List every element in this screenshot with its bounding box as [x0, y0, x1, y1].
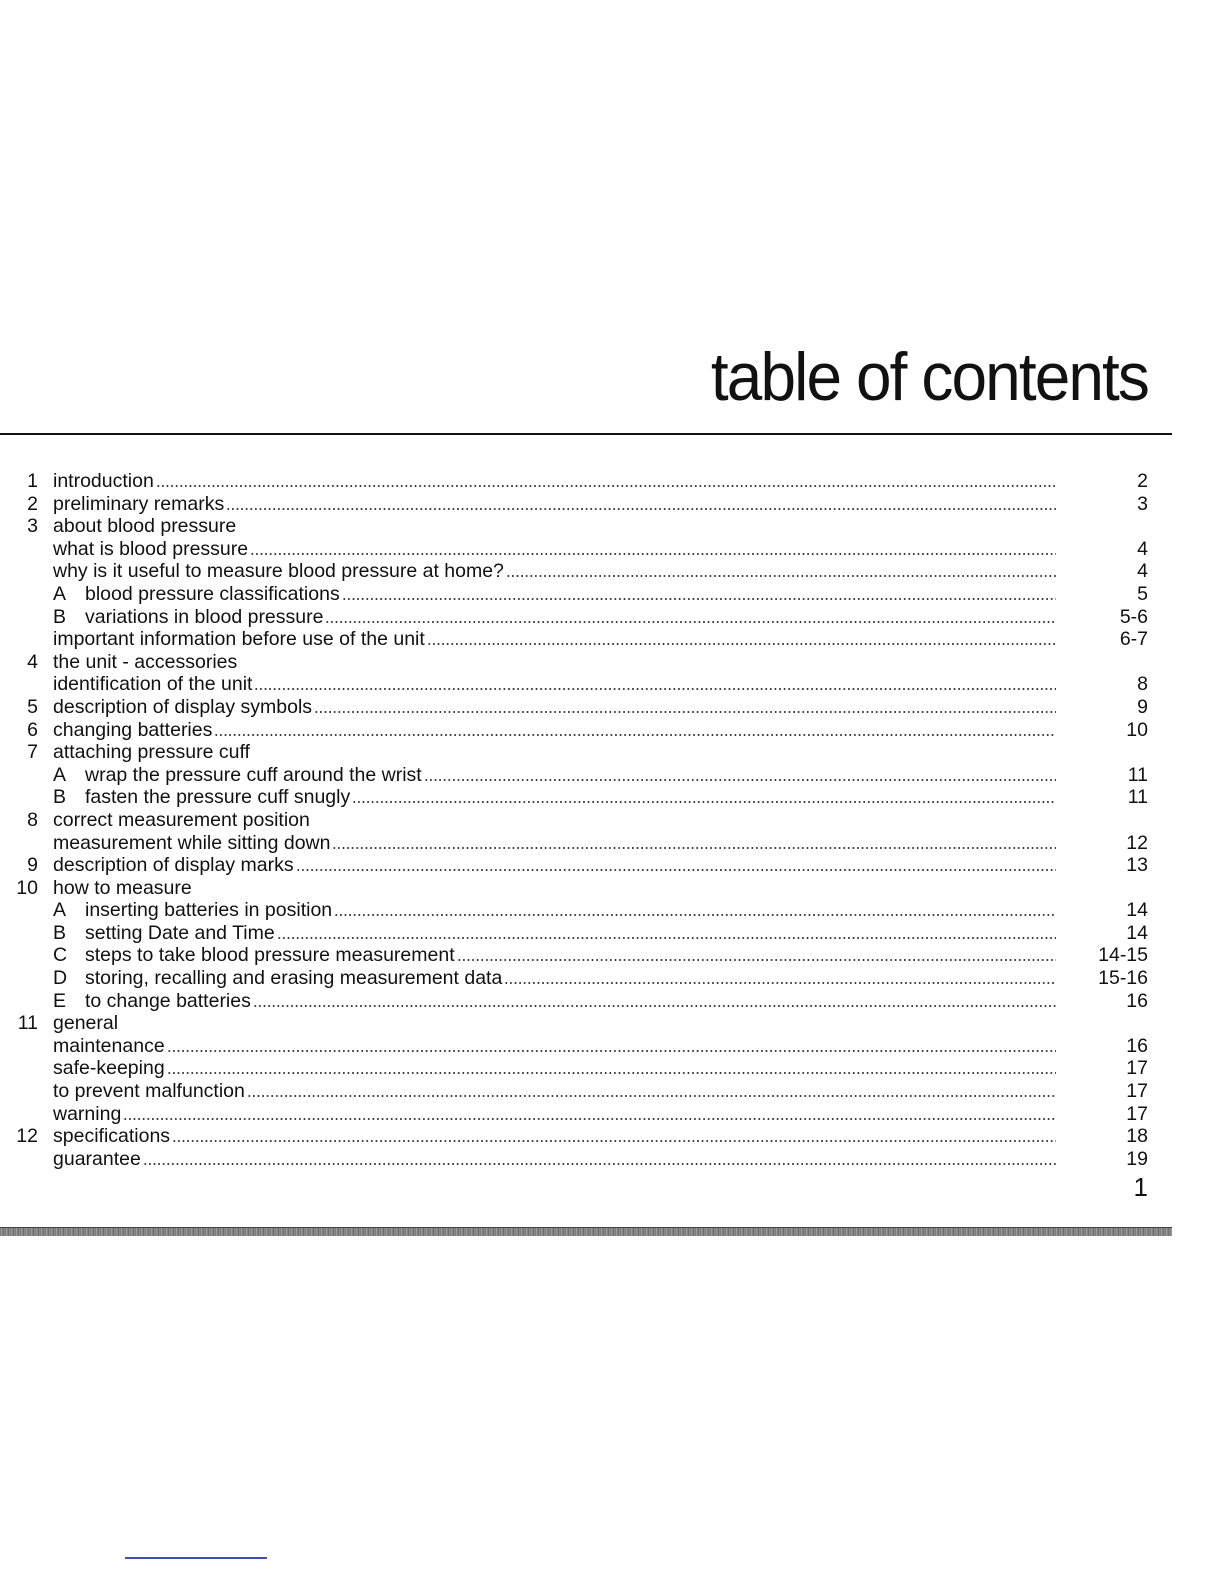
toc-entry-label: attaching pressure cuff [53, 741, 250, 764]
toc-entry-label: warning [53, 1102, 122, 1125]
toc-entry-page: 17 [1126, 1102, 1148, 1125]
toc-entry-number: 2 [27, 492, 38, 515]
toc-entry-number: 9 [27, 854, 38, 877]
toc-entry-number: 3 [27, 515, 38, 538]
bottom-rule [0, 1228, 1172, 1236]
toc-entry-label: preliminary remarks [53, 492, 225, 515]
dot-leader [332, 846, 1056, 850]
dot-leader [247, 1094, 1056, 1098]
toc-entry[interactable] [0, 764, 1224, 787]
toc-entry[interactable] [0, 1012, 1224, 1035]
dot-leader [167, 1049, 1056, 1053]
toc-entry[interactable] [0, 1080, 1224, 1103]
toc-entry[interactable] [0, 606, 1224, 629]
toc-entry-letter: C [53, 944, 68, 967]
toc-entry-label: steps to take blood pressure measurement [85, 944, 455, 967]
toc-entry-label: guarantee [53, 1147, 141, 1170]
toc-entry-page: 18 [1126, 1125, 1148, 1148]
toc-entry-page: 17 [1126, 1080, 1148, 1103]
toc-entry-label: to prevent malfunction [53, 1080, 245, 1103]
dot-leader [424, 778, 1056, 782]
toc-entry[interactable] [0, 832, 1224, 855]
toc-entry-letter: A [53, 582, 67, 605]
toc-entry-label: what is blood pressure [53, 537, 249, 560]
toc-entry-page: 5-6 [1119, 605, 1148, 628]
dot-leader [214, 733, 1056, 737]
toc-entry[interactable] [0, 1035, 1224, 1058]
toc-entry-number: 8 [27, 808, 38, 831]
toc-entry-page: 17 [1126, 1057, 1148, 1080]
toc-entry-letter: B [53, 786, 67, 809]
toc-entry-letter: E [53, 989, 67, 1012]
dot-leader [457, 958, 1056, 962]
toc-entry-letter: B [53, 605, 67, 628]
toc-entry-label: blood pressure classifications [85, 582, 340, 605]
toc-entry-number: 1 [27, 470, 38, 492]
toc-entry[interactable] [0, 493, 1224, 516]
toc-entry[interactable] [0, 538, 1224, 561]
dot-leader [167, 1071, 1056, 1075]
toc-entry-label: the unit - accessories [53, 650, 238, 673]
toc-entry[interactable] [0, 719, 1224, 742]
toc-entry-page: 15-16 [1098, 967, 1148, 990]
page-title: table of contents [710, 339, 1148, 415]
toc-entry-label: introduction [53, 470, 154, 492]
toc-entry[interactable] [0, 651, 1224, 674]
dot-leader [506, 574, 1056, 578]
toc-entry-label: to change batteries [85, 989, 251, 1012]
toc-entry-label: variations in blood pressure [85, 605, 324, 628]
toc-entry-label: inserting batteries in position [85, 899, 333, 922]
toc-entry[interactable] [0, 1148, 1224, 1171]
toc-entry-page: 11 [1127, 763, 1148, 786]
toc-entry-page: 5 [1137, 582, 1148, 605]
toc-list [0, 470, 1224, 1170]
toc-entry[interactable] [0, 990, 1224, 1013]
toc-entry-page: 2 [1137, 470, 1148, 492]
toc-entry-label: how to measure [53, 876, 192, 899]
page-number: 1 [1133, 1172, 1148, 1202]
toc-entry-label: description of display marks [53, 854, 294, 877]
toc-entry-page: 4 [1137, 537, 1148, 560]
dot-leader [254, 687, 1056, 691]
toc-entry-label: storing, recalling and erasing measurement data [85, 967, 503, 990]
toc-entry-letter: A [53, 763, 67, 786]
toc-entry-page: 6-7 [1119, 628, 1148, 651]
toc-entry-label: about blood pressure [53, 515, 237, 538]
toc-entry-page: 9 [1137, 695, 1148, 718]
toc-entry[interactable] [0, 741, 1224, 764]
toc-entry-number: 4 [27, 650, 38, 673]
toc-entry-number: 11 [17, 1012, 38, 1035]
toc-entry[interactable] [0, 899, 1224, 922]
toc-entry-page: 12 [1126, 831, 1148, 854]
dot-leader [504, 981, 1056, 985]
dot-leader [296, 868, 1056, 872]
title-underline [0, 433, 1172, 435]
dot-leader [250, 552, 1056, 556]
toc-entry-label: setting Date and Time [85, 921, 275, 944]
toc-entry-label: identification of the unit [53, 673, 253, 696]
dot-leader [143, 1162, 1056, 1166]
toc-entry-label: measurement while sitting down [53, 831, 331, 854]
dot-leader [352, 800, 1056, 804]
toc-entry[interactable] [0, 628, 1224, 651]
toc-entry-page: 14-15 [1098, 944, 1148, 967]
toc-entry-letter: A [53, 899, 67, 922]
dot-leader [342, 597, 1056, 601]
toc-entry[interactable] [0, 967, 1224, 990]
toc-entry-page: 16 [1126, 1034, 1148, 1057]
dot-leader [226, 507, 1056, 511]
toc-entry-page: 19 [1126, 1147, 1148, 1170]
dot-leader [325, 620, 1056, 624]
toc-entry[interactable] [0, 1057, 1224, 1080]
dot-leader [123, 1117, 1056, 1121]
toc-entry-page: 4 [1137, 560, 1148, 583]
toc-entry-label: why is it useful to measure blood pressure at home? [53, 560, 504, 583]
toc-entry-label: general [53, 1012, 119, 1035]
toc-entry-page: 13 [1126, 854, 1148, 877]
dot-leader [314, 710, 1056, 714]
toc-entry[interactable] [0, 854, 1224, 877]
scan-artifact-line [125, 1557, 267, 1559]
toc-entry[interactable] [0, 673, 1224, 696]
toc-entry[interactable] [0, 922, 1224, 945]
toc-entry[interactable] [0, 944, 1224, 967]
toc-entry-number: 10 [16, 876, 38, 899]
toc-entry-label: wrap the pressure cuff around the wrist [85, 763, 422, 786]
toc-entry-label: specifications [53, 1125, 171, 1148]
dot-leader [334, 913, 1056, 917]
toc-entry-letter: D [53, 967, 68, 990]
toc-entry-label: description of display symbols [53, 695, 313, 718]
toc-entry-page: 3 [1137, 492, 1148, 515]
toc-entry[interactable] [0, 470, 1224, 493]
toc-entry[interactable] [0, 696, 1224, 719]
toc-entry[interactable] [0, 1103, 1224, 1126]
dot-leader [427, 642, 1056, 646]
toc-entry-label: important information before use of the unit [53, 628, 425, 651]
toc-entry-page: 11 [1127, 786, 1148, 809]
dot-leader [172, 1139, 1056, 1143]
toc-entry[interactable] [0, 515, 1224, 538]
toc-entry-number: 7 [27, 741, 38, 764]
toc-entry-page: 14 [1126, 921, 1148, 944]
toc-entry[interactable] [0, 1125, 1224, 1148]
toc-entry-label: correct measurement position [53, 808, 310, 831]
dot-leader [156, 484, 1056, 488]
toc-entry[interactable] [0, 809, 1224, 832]
toc-entry-page: 16 [1126, 989, 1148, 1012]
dot-leader [277, 936, 1056, 940]
toc-entry-label: maintenance [53, 1034, 165, 1057]
toc-entry-number: 6 [27, 718, 38, 741]
toc-entry-page: 10 [1126, 718, 1148, 741]
toc-entry[interactable] [0, 560, 1224, 583]
toc-entry-label: changing batteries [53, 718, 213, 741]
toc-entry-page: 14 [1126, 899, 1148, 922]
toc-entry-letter: B [53, 921, 67, 944]
toc-entry-number: 12 [16, 1125, 38, 1148]
toc-entry[interactable] [0, 877, 1224, 900]
toc-entry[interactable] [0, 583, 1224, 606]
toc-entry-label: safe-keeping [53, 1057, 165, 1080]
toc-entry-page: 8 [1137, 673, 1148, 696]
dot-leader [253, 1004, 1056, 1008]
toc-entry[interactable] [0, 786, 1224, 809]
toc-entry-label: fasten the pressure cuff snugly [85, 786, 351, 809]
toc-entry-number: 5 [27, 695, 38, 718]
